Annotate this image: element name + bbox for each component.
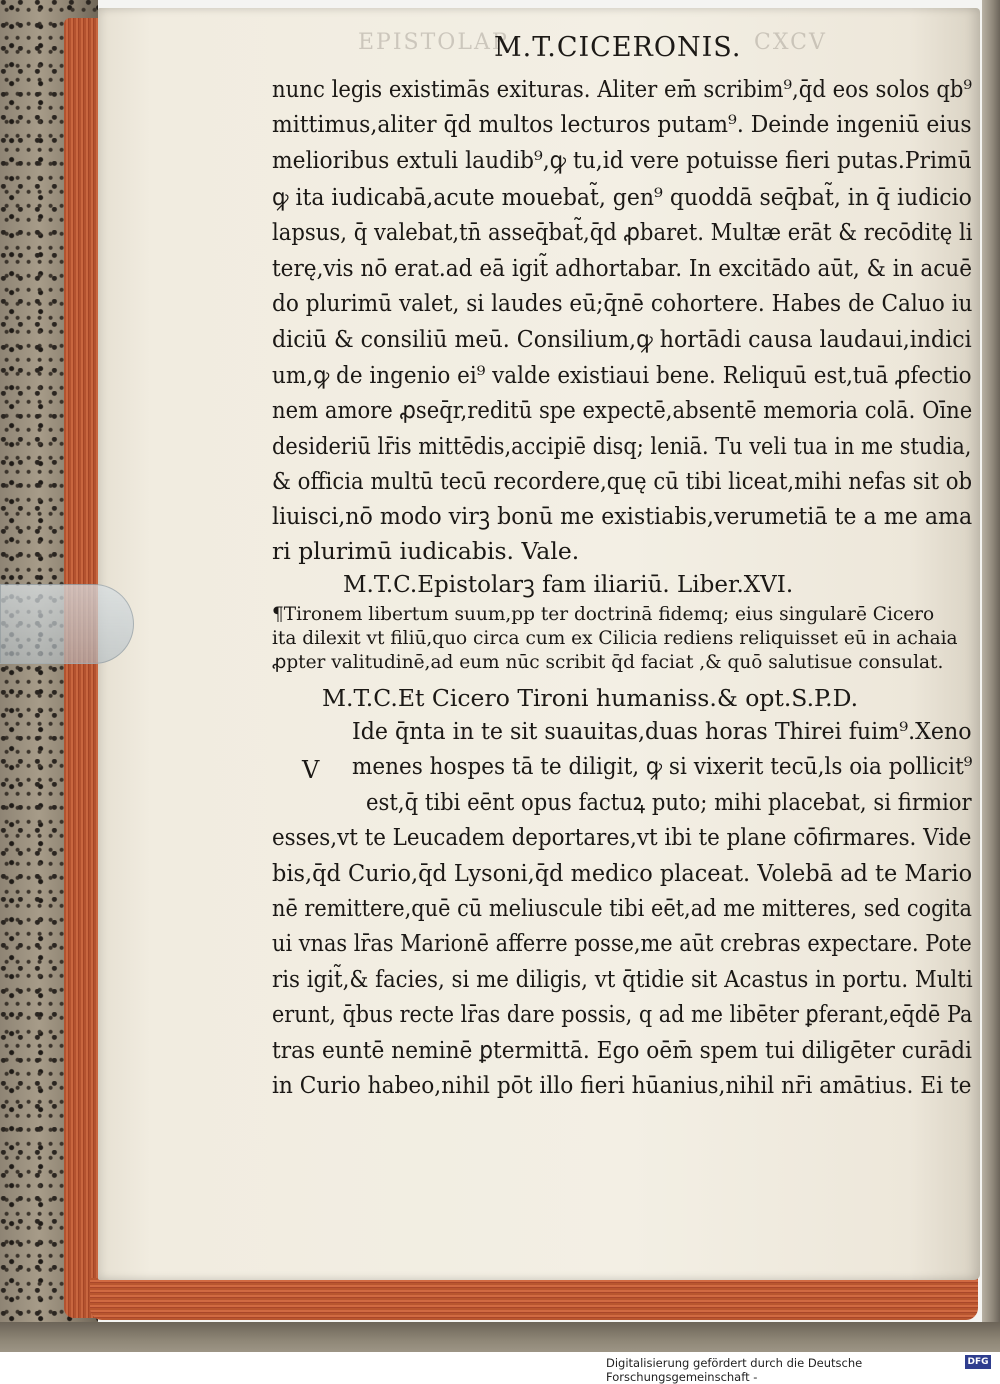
text-line: terę,vis nō erat.ad eā igit̃ adhortabar. In excitādo aūt, & in acuē	[272, 254, 973, 282]
page-edge-bottom	[90, 1278, 978, 1320]
book-heading: M.T.C.Epistolarꝫ fam iliariū. Liber.XVI.	[343, 572, 794, 598]
text-line: menes hospes tā te diligit, ꝙ si vixerit tecū,ls oia pollicit⁹	[352, 752, 973, 780]
text-line: nem amore ꝓseq̄r,reditū spe expectē,absentē memoria colā. Oīne	[272, 396, 973, 424]
text-line: esses,vt te Leucadem deportares,vt ibi te plane cōfirmares. Vide	[272, 823, 972, 851]
text-line: ris igit̃,& facies, si me diligis, vt q̄tidie sit Acastus in portu. Multi	[272, 965, 973, 993]
bleed-through-right: CXCV	[754, 30, 827, 55]
text-line: Ide q̄nta in te sit suauitas,duas horas Thirei fuim⁹.Xeno	[352, 717, 972, 745]
text-line: est,q̄ tibi eēnt opus factuꝝ puto; mihi placebat, si firmior	[366, 788, 972, 816]
text-line: & officia multū tecū recordere,quę cū tibi liceat,mihi nefas sit ob	[272, 467, 973, 495]
text-line: melioribus extuli laudib⁹,ꝙ tu,id vere potuisse fieri putas.Primū	[272, 146, 972, 174]
letter-heading: M.T.C.Et Cicero Tironi humaniss.& opt.S.P.D.	[322, 684, 859, 712]
text-line: um,ꝙ de ingenio ei⁹ valde existiaui bene. Reliquū est,tuā ꝓfectio	[272, 361, 972, 389]
text-line: nunc legis existimās exituras. Aliter em̄ scribim⁹,q̄d eos solos qb⁹	[272, 75, 972, 103]
text-line: mittimus,aliter q̄d multos lecturos putam⁹. Deinde ingeniū eius	[272, 110, 972, 138]
bleed-through-left: EPISTOLAR	[358, 30, 511, 55]
argument-line: ita dilexit vt filiū,quo circa cum ex Cilicia rediens reliquisset eū in achaia	[272, 628, 958, 649]
text-line: nē remittere,quē cū meliuscule tibi eēt,ad me mitteres, sed cogita	[272, 894, 972, 922]
text-line: tras euntē neminē ꝑtermittā. Ego oēm̄ spem tui diligēter curādi	[272, 1036, 972, 1064]
text-line: erunt, q̄bus recte lr̄as dare possis, q ad me libēter ꝑferant,eq̄dē Pa	[272, 1000, 973, 1028]
text-line: ꝙ ita iudicabā,acute mouebat̃, gen⁹ quoddā seq̄bat̃, in q̄ iudicio	[272, 183, 972, 211]
page-edge-left	[64, 18, 100, 1318]
text-line: ui vnas lr̄as Marionē afferre posse,me aūt crebras expectare. Pote	[272, 929, 972, 957]
text-line: desideriū lr̄is mittēdis,accipiē disq; leniā. Tu veli tua in me studia,	[272, 432, 972, 460]
text-line: liuisci,nō modo virꝫ bonū me existiabis,verumetiā te a me ama	[272, 502, 973, 530]
running-head: M.T.CICERONIS.	[494, 32, 742, 63]
text-line: ri plurimū iudicabis. Vale.	[272, 537, 580, 565]
footer-credit: Digitalisierung gefördert durch die Deutsche Forschungsgemeinschaft -	[606, 1356, 863, 1384]
dfg-logo: DFG	[965, 1355, 991, 1369]
page-clip	[0, 584, 134, 664]
text-line: lapsus, q̄ valebat,tn̄ asseq̄bat̃,q̄d ꝓbaret. Multæ erāt & recōditę li	[272, 218, 973, 246]
text-line: bis,q̄d Curio,q̄d Lysoni,q̄d medico placeat. Volebā ad te Mario	[272, 859, 973, 887]
text-line: diciū & consiliū meū. Consilium,ꝙ hortādi causa laudaui,indici	[272, 325, 972, 353]
text-line: do plurimū valet, si laudes eū;q̄nē cohortere. Habes de Caluo iu	[272, 289, 973, 317]
initial-letter: V	[302, 756, 320, 784]
argument-line: ꝓpter valitudinē,ad eum nūc scribit q̄d faciat ,& quō salutisue consulat.	[272, 652, 944, 673]
book-cover-right	[982, 0, 1000, 1374]
argument-line: ¶Tironem libertum suum,pp ter doctrinā fidemq; eius singularē Cicero	[272, 604, 935, 625]
text-line: in Curio habeo,nihil pōt illo fieri hūanius,nihil nr̄i amātius. Ei te	[272, 1071, 972, 1099]
